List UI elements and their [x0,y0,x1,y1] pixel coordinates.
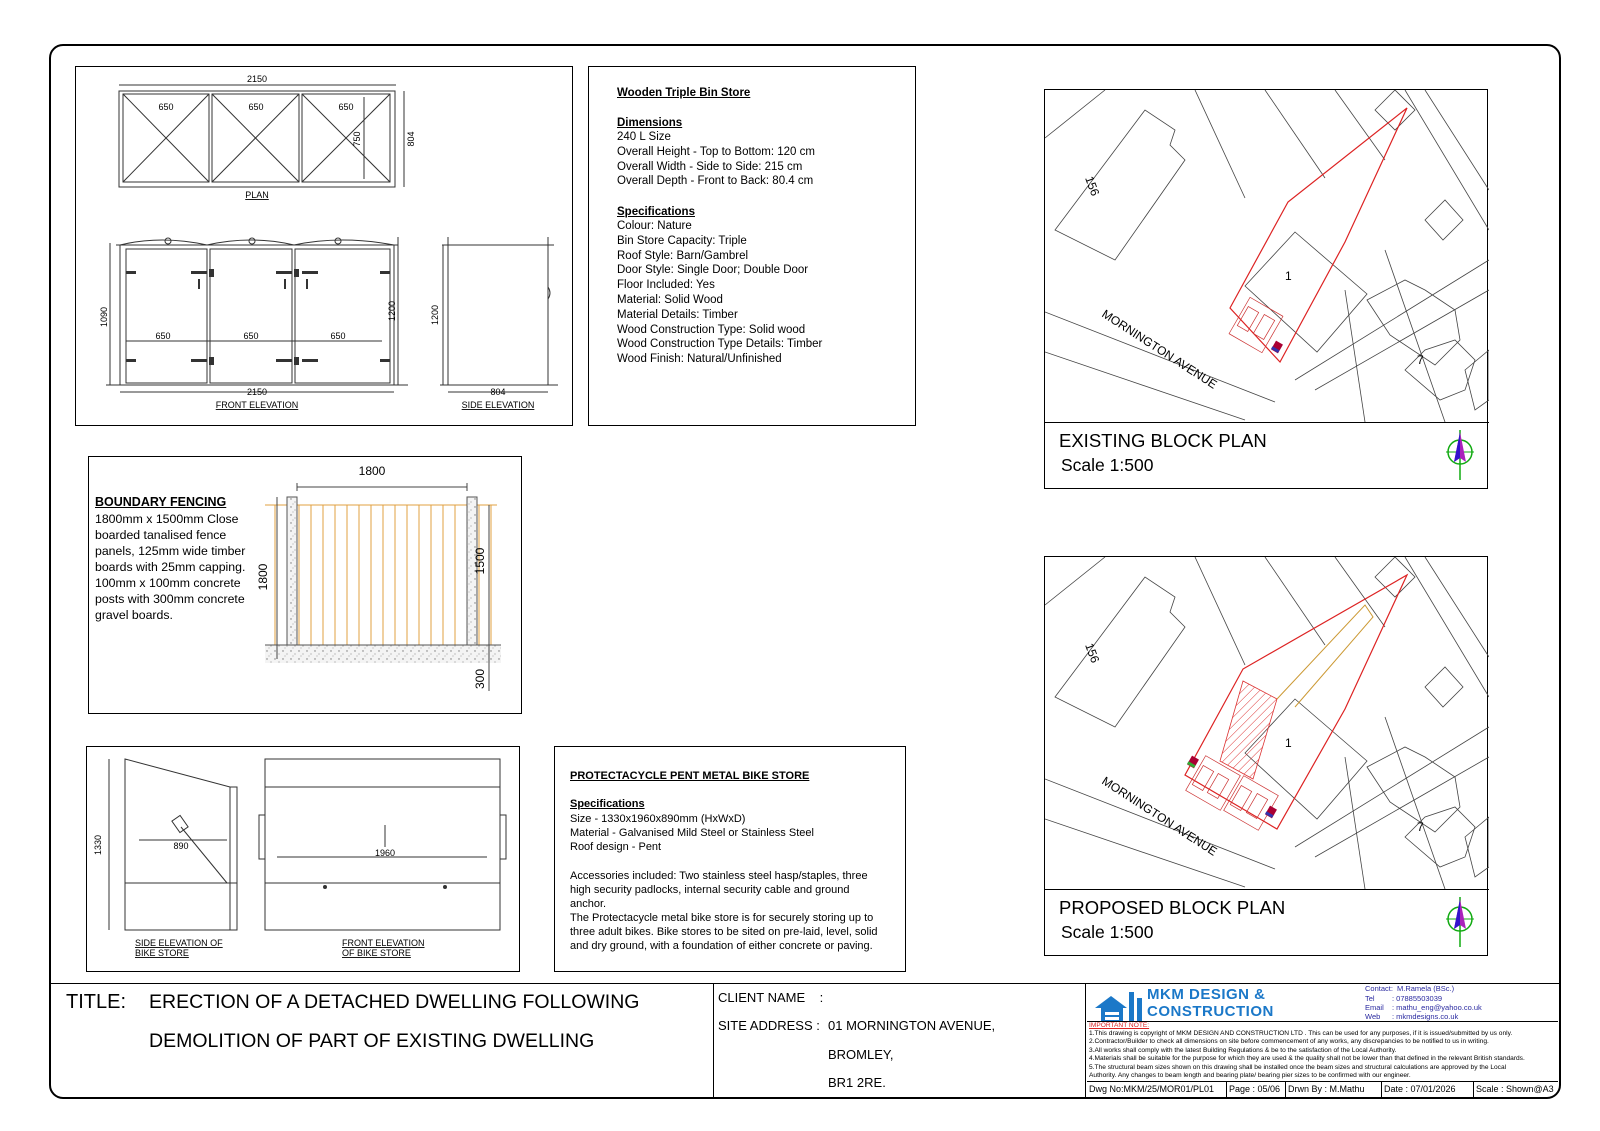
title-block-divider-1 [713,983,714,1097]
bike-accessory-line: and dry ground, with a foundation of either concrete or paving. [570,940,873,952]
bin-store-drawing-panel [75,66,573,426]
note-line: 4.Materials shall be suitable for the purpose for which they are used & the quality shall not be lower than that defined in the relevant British standards. [1089,1055,1525,1063]
bike-front-label-1: FRONT ELEVATION [342,938,425,948]
page-number: Page : 05/06 [1229,1084,1281,1094]
bike-side-label-2: BIKE STORE [135,948,189,958]
fencing-text-line: panels, 125mm wide timber [95,544,246,558]
existing-plan-divider [1045,422,1489,423]
proposed-plan-scale: Scale 1:500 [1061,922,1154,942]
front-width-dim: 2150 [246,387,268,397]
bike-store-drawing-panel [86,746,520,972]
bike-height-dim: 1330 [93,834,103,856]
bike-width-dim: 1960 [374,848,396,858]
existing-plan-title: EXISTING BLOCK PLAN [1059,430,1267,451]
proposed-plan-divider [1045,889,1489,890]
bike-store-spec-panel [554,746,906,972]
specification-item: Material Details: Timber [617,308,738,321]
note-line: 3.All works shall comply with the latest Building Regulations & be to the satisfaction of the Local Authority. [1089,1046,1397,1054]
web-label: Web [1365,1012,1381,1021]
bin-store-dimensions-list [617,130,815,189]
bike-spec-item: Material - Galvanised Mild Steel or Stainless Steel [570,827,814,839]
drawing-date: Date : 07/01/2026 [1384,1084,1456,1094]
tel-value: : 07885503039 [1392,994,1443,1003]
specification-item: Bin Store Capacity: Triple [617,234,747,247]
fence-height-left-dim: 1800 [256,563,270,591]
bike-side-label-1: SIDE ELEVATION OF [135,938,223,948]
existing-street-label: MORNINGTON AVENUE [1099,306,1220,392]
plan-bay-dim-2: 650 [248,102,264,112]
company-box [1087,985,1558,1097]
specification-item: Colour: Nature [617,220,692,232]
front-bay-dim-2: 650 [243,331,259,341]
notes-divider [1087,1021,1558,1022]
title-block-divider-2 [1085,983,1086,1097]
side-depth-dim: 804 [490,387,506,397]
proposed-house-156: 156 [1082,641,1103,665]
fence-height-right-dim: 1500 [473,547,487,575]
fencing-text-line: boards with 25mm capping. [95,560,246,574]
dimension-item: Overall Depth - Front to Back: 80.4 cm [617,175,814,188]
proposed-house-1: 1 [1285,736,1292,750]
drawing-number: Dwg No:MKM/25/MOR01/PL01 [1089,1084,1215,1094]
client-name-label: CLIENT NAME : [718,990,824,1005]
bike-spec-item: Roof design - Pent [570,841,662,853]
company-name-line-2: CONSTRUCTION [1147,1003,1274,1020]
existing-block-plan-panel [1044,89,1488,489]
web-value: : mkmdesigns.co.uk [1392,1012,1459,1021]
front-height-left-dim: 1090 [99,306,109,328]
bin-store-spec-panel [588,66,916,426]
bike-depth-dim: 890 [173,841,189,851]
proposed-street-label: MORNINGTON AVENUE [1099,773,1220,859]
bike-accessory-line: The Protectacycle metal bike store is for securely storing up to [570,912,874,924]
side-height-dim: 1200 [430,304,440,326]
north-arrow-icon [1440,428,1480,484]
fence-elevation-drawing [89,457,523,715]
note-line: Authority. Any changes to beam length and bearing plate/ bearing pier sizes to be confirmed with our engineer. [1089,1072,1411,1080]
side-elevation-label: SIDE ELEVATION [461,400,535,410]
fence-gravel-dim: 300 [473,668,487,690]
fencing-text-line: posts with 300mm concrete [95,592,245,606]
specification-item: Material: Solid Wood [617,293,723,306]
specification-item: Floor Included: Yes [617,279,715,292]
north-arrow-icon [1440,895,1480,951]
drawing-info-sep-4 [1473,1081,1474,1097]
specification-item: Door Style: Single Door; Double Door [617,264,809,277]
email-label: Email [1365,1003,1384,1012]
company-name-line-1: MKM DESIGN & [1147,986,1266,1003]
contact-name: M.Ramela (BSc.) [1397,984,1455,993]
contact-label: Contact: [1365,984,1393,993]
note-line: 5.The structural beam sizes shown on this drawing shall be installed once the beam sizes and structural calculations are approved by the Local [1089,1063,1507,1071]
bike-specifications-heading: Specifications [570,798,645,810]
bin-store-specifications-heading: Specifications [617,206,695,218]
plan-depth-dim: 804 [406,131,416,147]
drawing-info-sep-1 [1226,1081,1227,1097]
bike-spec-title: PROTECTACYCLE PENT METAL BIKE STORE [570,770,810,782]
company-logo-icon [1093,988,1149,1024]
bike-accessory-line: three adult bikes. Bike stores to be sited on pre-laid, level, solid [570,926,878,938]
proposed-plan-title: PROPOSED BLOCK PLAN [1059,897,1286,918]
front-elevation-label: FRONT ELEVATION [215,400,299,410]
proposed-house-7: 7 [1417,820,1424,834]
note-line: 2.Contractor/Builder to check all dimensions on site before commencement of any works, any discrepancies to be notified to us in writing. [1089,1038,1489,1046]
title-line-2: DEMOLITION OF PART OF EXISTING DWELLING [149,1030,595,1052]
fencing-text-line: gravel boards. [95,608,173,622]
bin-store-drawing [76,67,574,427]
specification-item: Roof Style: Barn/Gambrel [617,249,749,262]
specification-item: Wood Finish: Natural/Unfinished [617,353,782,366]
important-note-heading: IMPORTANT NOTE: [1089,1022,1150,1029]
plan-label: PLAN [245,190,269,200]
front-bay-dim-3: 650 [330,331,346,341]
note-line: 1.This drawing is copyright of MKM DESIGN AND CONSTRUCTION LTD . This can be used for any purposes, if it is issued/submitted by us only. [1089,1030,1513,1037]
proposed-block-plan-map [1045,557,1489,889]
fencing-text-line: boarded tanalised fence [95,528,227,542]
drawn-by: Drwn By : M.Mathu [1288,1084,1365,1094]
drawing-info-sep-2 [1285,1081,1286,1097]
existing-block-plan-map [1045,90,1489,422]
title-label: TITLE: [66,991,127,1013]
boundary-fencing-panel [88,456,522,714]
site-address-line-3: BR1 2RE. [828,1075,886,1090]
site-address-line-1: 01 MORNINGTON AVENUE, [828,1018,996,1033]
drawing-info-divider [1087,1081,1558,1082]
bike-spec-item: Size - 1330x1960x890mm (HxWxD) [570,813,746,825]
tel-label: Tel [1365,994,1375,1003]
plan-width-dim: 2150 [246,74,268,84]
proposed-block-plan-panel [1044,556,1488,956]
existing-house-156: 156 [1082,174,1103,198]
existing-house-7: 7 [1417,353,1424,367]
bike-specifications-list [570,812,814,854]
bike-accessory-line: high security padlocks, internal security cable and ground [570,884,850,896]
site-address-line-2: BROMLEY, [828,1047,894,1062]
bike-front-label-2: OF BIKE STORE [342,948,411,958]
existing-house-1: 1 [1285,269,1292,283]
fencing-text-line: 1800mm x 1500mm Close [95,512,239,526]
notes-list [1089,1030,1525,1080]
plan-door-depth-dim: 750 [352,131,362,147]
fencing-heading: BOUNDARY FENCING [95,495,227,509]
bike-store-drawing [87,747,521,973]
fence-width-dim: 1800 [358,464,386,478]
dimension-item: 240 L Size [617,131,671,143]
site-address-label: SITE ADDRESS : [718,1018,820,1033]
bike-accessories-text [570,869,878,953]
bin-store-dimensions-heading: Dimensions [617,117,683,129]
plan-bay-dim-1: 650 [158,102,174,112]
specification-item: Wood Construction Type: Solid wood [617,323,806,336]
plan-bay-dim-3: 650 [338,102,354,112]
title-line-1: ERECTION OF A DETACHED DWELLING FOLLOWING [149,991,640,1013]
fencing-text-line: 100mm x 100mm concrete [95,576,241,590]
bike-accessory-line: Accessories included: Two stainless steel hasp/staples, three [570,870,868,882]
dimension-item: Overall Height - Top to Bottom: 120 cm [617,145,815,158]
title-block-top-rule [50,983,1560,984]
bike-accessory-line: anchor. [570,898,607,910]
front-bay-dim-1: 650 [155,331,171,341]
existing-plan-scale: Scale 1:500 [1061,455,1154,475]
dimension-item: Overall Width - Side to Side: 215 cm [617,160,803,173]
email-value: : mathu_eng@yahoo.co.uk [1392,1003,1482,1012]
bin-store-specifications-list [617,219,822,367]
front-height-right-dim: 1200 [387,300,397,322]
bin-store-spec-title: Wooden Triple Bin Store [617,87,751,99]
specification-item: Wood Construction Type Details: Timber [617,338,823,351]
drawing-scale: Scale : Shown@A3 [1476,1084,1554,1094]
drawing-info-sep-3 [1381,1081,1382,1097]
